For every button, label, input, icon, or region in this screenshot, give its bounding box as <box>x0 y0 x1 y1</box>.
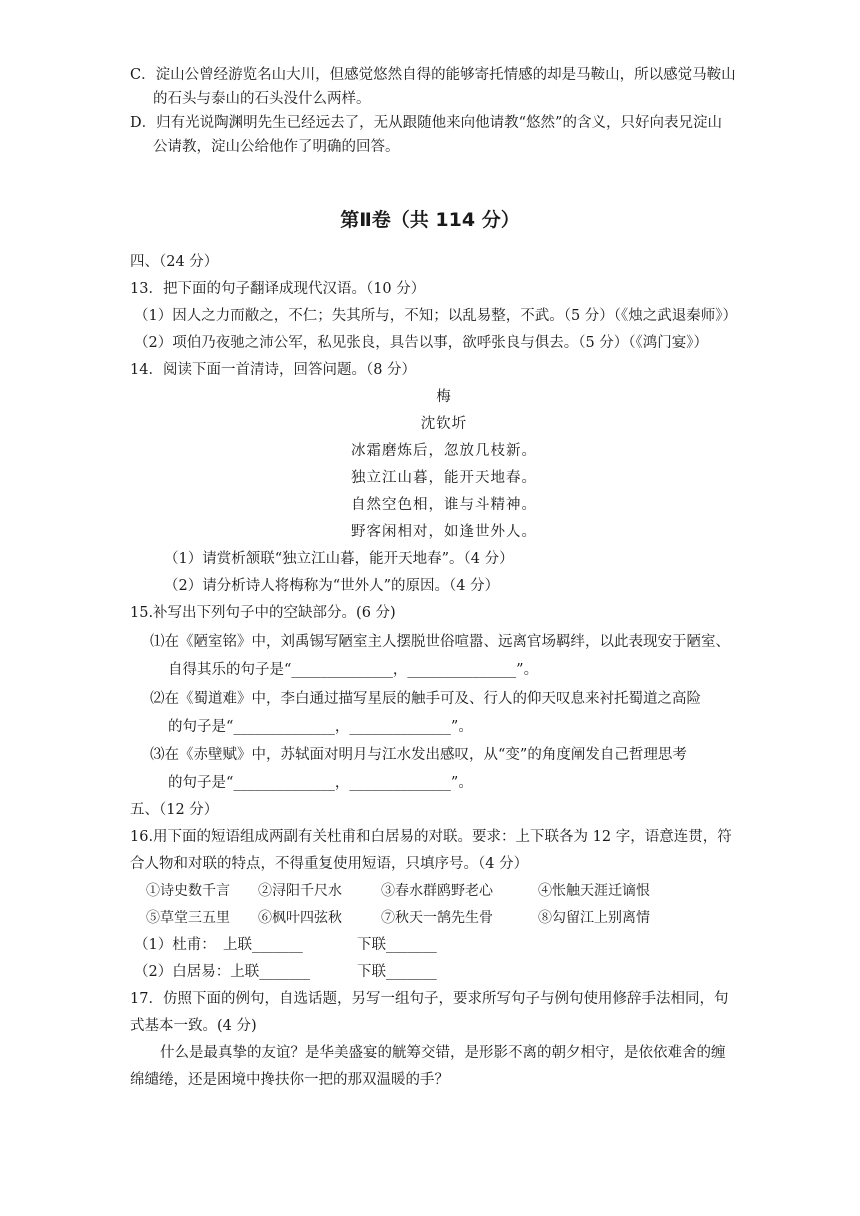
section-title: 第Ⅱ卷（共 114 分） <box>340 209 520 231</box>
q16-phrase-4: ④怅触天涯迁谪恨 <box>538 883 650 899</box>
q15-item-1-line2: 自得其乐的句子是“______________，_______________”。 <box>168 662 539 678</box>
q17-stem-line2: 式基本一致。(4 分) <box>130 1018 257 1034</box>
option-d-line1: D．归有光说陶渊明先生已经远去了，无从跟随他来向他请教“悠然”的含义，只好向表兄淀山 <box>130 115 722 131</box>
q16-phrase-1: ①诗史数千言 <box>146 883 230 899</box>
option-c-line1: C．淀山公曾经游览名山大川，但感觉悠然自得的能够寄托情感的却是马鞍山，所以感觉马鞍山 <box>130 67 736 83</box>
part5-heading: 五、（12 分） <box>130 802 219 818</box>
q16-phrase-5: ⑤草堂三五里 <box>146 910 230 926</box>
q15-stem: 15.补写出下列句子中的空缺部分。(6 分) <box>130 605 396 621</box>
q13-sentence-2: （2）项伯乃夜驰之沛公军，私见张良，具告以事，欲呼张良与俱去。（5 分）（《鸿门宴》） <box>134 335 709 351</box>
q16-answer-dufu-lower: 下联_______ <box>357 937 437 953</box>
q14-stem: 14．阅读下面一首清诗，回答问题。（8 分） <box>130 362 417 378</box>
q15-item-2-line1: ⑵在《蜀道难》中，李白通过描写星辰的触手可及、行人的仰天叹息来衬托蜀道之高险 <box>150 691 701 707</box>
q15-item-2-line2: 的句子是“______________，______________”。 <box>168 719 473 735</box>
q13-sentence-1: （1）因人之力而敝之，不仁；失其所与，不知；以乱易整，不武。（5 分）（《烛之武退秦师》） <box>134 308 738 324</box>
q16-phrase-8: ⑧勾留江上别离情 <box>538 910 650 926</box>
q17-stem-line1: 17．仿照下面的例句，自选话题，另写一组句子，要求所写句子与例句使用修辞手法相同，句 <box>130 991 729 1007</box>
option-d-line2: 公请教，淀山公给他作了明确的回答。 <box>153 139 400 155</box>
q14-sub-2: （2）请分析诗人将梅称为“世外人”的原因。（4 分） <box>164 578 500 594</box>
poem-line-2: 独立江山暮，能开天地春。 <box>351 470 537 486</box>
q15-item-3-line2: 的句子是“______________，______________”。 <box>168 775 473 791</box>
poem-line-1: 冰霜磨炼后，忽放几枝新。 <box>351 443 537 459</box>
q15-item-1-line1: ⑴在《陋室铭》中，刘禹锡写陋室主人摆脱世俗喧嚣、远离官场羁绊，以此表现安于陋室、 <box>150 634 730 650</box>
option-c-line2: 的石头与泰山的石头没什么两样。 <box>153 91 371 107</box>
q16-stem-line1: 16.用下面的短语组成两副有关杜甫和白居易的对联。要求：上下联各为 12 字，语意连贯，符 <box>130 829 732 845</box>
q16-phrase-7: ⑦秋天一鹄先生骨 <box>381 910 493 926</box>
q16-stem-line2: 合人物和对联的特点，不得重复使用短语，只填序号。（4 分） <box>130 856 529 872</box>
q16-answer-baijuyi-upper: （2）白居易：上联_______ <box>134 964 310 980</box>
q16-answer-baijuyi-lower: 下联_______ <box>357 964 437 980</box>
poem-line-3: 自然空色相，谁与斗精神。 <box>351 497 537 513</box>
q15-item-3-line1: ⑶在《赤壁赋》中，苏轼面对明月与江水发出感叹，从“变”的角度阐发自己哲理思考 <box>150 747 687 763</box>
q13-stem: 13．把下面的句子翻译成现代汉语。（10 分） <box>130 281 426 297</box>
q17-example-line2: 绵缱绻，还是困境中搀扶你一把的那双温暖的手？ <box>130 1072 449 1088</box>
poem-title: 梅 <box>436 389 452 405</box>
q16-answer-dufu-upper: （1）杜甫： 上联_______ <box>134 937 303 953</box>
q14-sub-1: （1）请赏析颔联“独立江山暮，能开天地春”。（4 分） <box>164 551 514 567</box>
poem-line-4: 野客闲相对，如逢世外人。 <box>351 524 537 540</box>
q17-example-line1: 什么是最真挚的友谊？是华美盛宴的觥筹交错，是形影不离的朝夕相守，是依依难舍的缠 <box>160 1045 726 1061</box>
q16-phrase-6: ⑥枫叶四弦秋 <box>258 910 342 926</box>
q16-phrase-2: ②浔阳千尺水 <box>258 883 342 899</box>
q16-phrase-3: ③春水群鸥野老心 <box>381 883 493 899</box>
poem-author: 沈钦圻 <box>420 416 468 432</box>
part4-heading: 四、（24 分） <box>130 254 219 270</box>
